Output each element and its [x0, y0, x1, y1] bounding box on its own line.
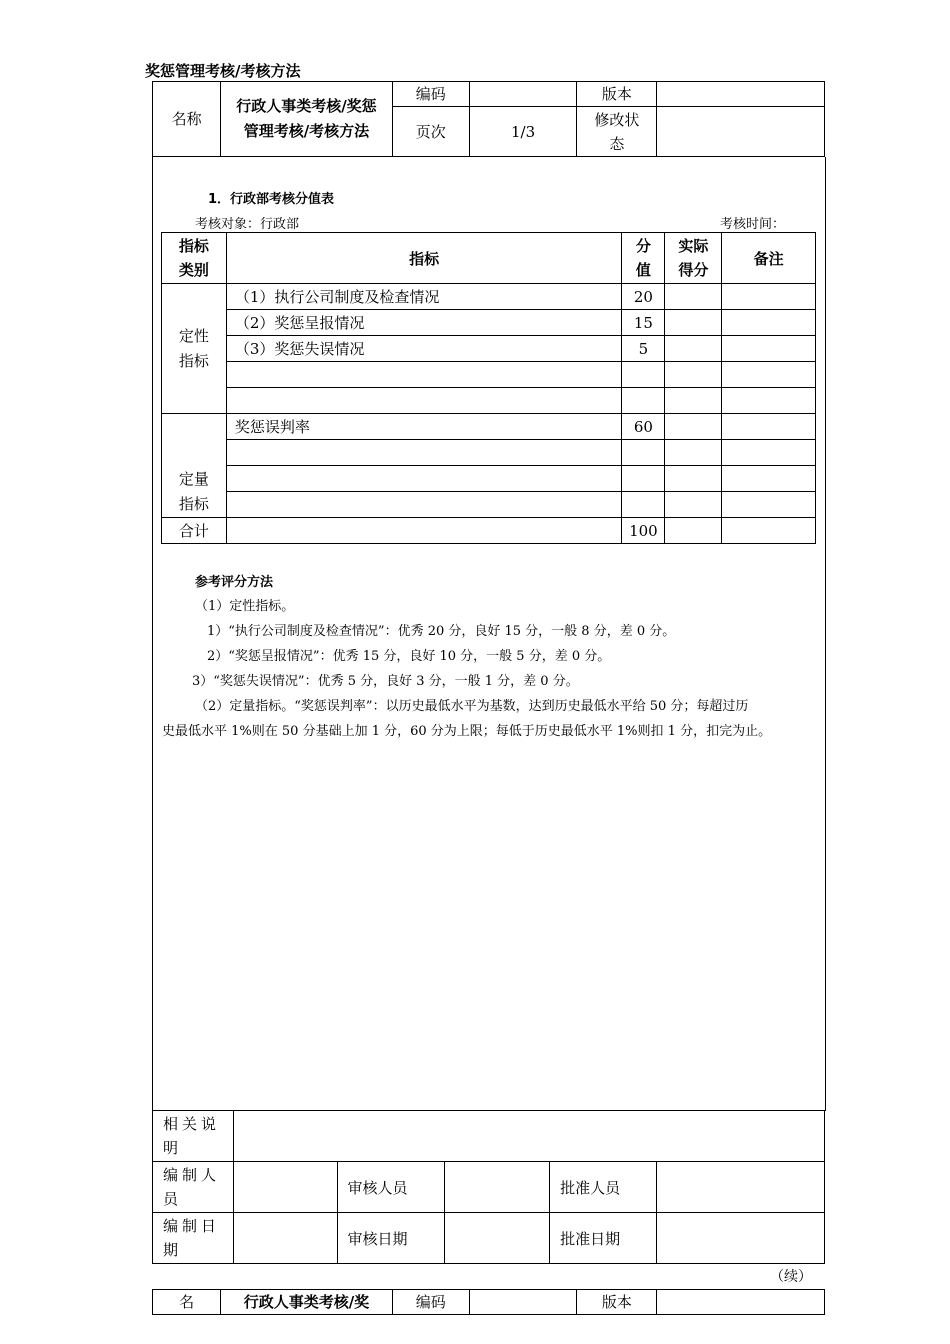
total-label: 合计 [162, 518, 227, 544]
table-row-score [622, 492, 665, 518]
header-remarks: 备注 [722, 233, 816, 284]
prep-date-label: 编制日期 [153, 1213, 234, 1264]
table-row-remarks [722, 414, 816, 440]
approve-date-value [657, 1213, 825, 1264]
reviewer-label: 审核人员 [337, 1162, 444, 1213]
version-label: 版本 [577, 82, 657, 107]
method-line: 史最低水平 1%则在 50 分基础上加 1 分，60 分为上限；每低于历史最低水平 1%则扣 1 分，扣完为止。 [162, 724, 772, 739]
table-row-actual [665, 414, 722, 440]
header-score: 分值 [622, 233, 665, 284]
code-value [469, 82, 576, 107]
table-row-indicator [226, 492, 622, 518]
total-value: 100 [622, 518, 665, 544]
table-row-indicator [226, 466, 622, 492]
table-row-actual [665, 362, 722, 388]
table-row-remarks [722, 466, 816, 492]
name-value: 行政人事类考核/奖 [221, 1290, 393, 1315]
assessment-target: 考核对象：行政部 [195, 217, 300, 232]
table-row-indicator: （3）奖惩失误情况 [226, 336, 622, 362]
name-label: 名称 [153, 82, 221, 157]
method-line: 3）“奖惩失误情况”：优秀 5 分，良好 3 分，一般 1 分，差 0 分。 [192, 674, 579, 689]
total-actual [665, 518, 722, 544]
table-row-indicator: 奖惩误判率 [226, 414, 622, 440]
revision-label: 修改状态 [577, 107, 657, 157]
header-table [152, 81, 825, 157]
table-row-indicator: （1）执行公司制度及检查情况 [226, 284, 622, 310]
table-row-remarks [722, 336, 816, 362]
version-label: 版本 [577, 1290, 657, 1315]
approve-date-label: 批准日期 [550, 1213, 657, 1264]
reviewer-value [444, 1162, 549, 1213]
table-row-actual [665, 336, 722, 362]
table-row-score [622, 466, 665, 492]
table-row-score: 60 [622, 414, 665, 440]
table-row-actual [665, 310, 722, 336]
name-value: 行政人事类考核/奖惩管理考核/考核方法 [221, 82, 393, 157]
table-row-remarks [722, 492, 816, 518]
review-date-label: 审核日期 [337, 1213, 444, 1264]
method-heading: 参考评分方法 [195, 575, 274, 590]
version-value [657, 82, 825, 107]
total-indicator [226, 518, 622, 544]
table-row-remarks [722, 362, 816, 388]
table-row-indicator [226, 440, 622, 466]
method-line: （2）定量指标。“奖惩误判率”：以历史最低水平为基数，达到历史最低水平给 50 分；每超过历 [195, 699, 749, 714]
preparer-value [234, 1162, 337, 1213]
score-table [161, 232, 816, 544]
table-row-actual [665, 466, 722, 492]
total-remarks [722, 518, 816, 544]
table-row-score [622, 440, 665, 466]
related-notes-value [234, 1111, 825, 1162]
header-indicator: 指标 [226, 233, 622, 284]
name-label: 名 [153, 1290, 221, 1315]
page-value: 1/3 [469, 107, 576, 157]
header-category: 指标类别 [162, 233, 227, 284]
section-heading: 1．行政部考核分值表 [208, 192, 335, 207]
document-title: 奖惩管理考核/考核方法 [145, 62, 301, 80]
table-row-score: 20 [622, 284, 665, 310]
revision-value [657, 107, 825, 157]
table-row-actual [665, 492, 722, 518]
version-value [657, 1290, 825, 1315]
page-label: 页次 [392, 107, 469, 157]
method-line: 2）“奖惩呈报情况”：优秀 15 分，良好 10 分，一般 5 分，差 0 分。 [207, 649, 611, 664]
preparer-label: 编制人员 [153, 1162, 234, 1213]
table-row-indicator [226, 362, 622, 388]
table-row-remarks [722, 440, 816, 466]
table-row-score: 15 [622, 310, 665, 336]
method-line: （1）定性指标。 [195, 599, 295, 614]
method-line: 1）“执行公司制度及检查情况”：优秀 20 分，良好 15 分，一般 8 分，差 0 分。 [207, 624, 676, 639]
header-actual-score: 实际得分 [665, 233, 722, 284]
table-row-remarks [722, 388, 816, 414]
table-row-score: 5 [622, 336, 665, 362]
code-label: 编码 [392, 82, 469, 107]
code-value [469, 1290, 576, 1315]
table-row-actual [665, 388, 722, 414]
prep-date-value [234, 1213, 337, 1264]
continued-label: （续） [770, 1269, 812, 1285]
assessment-time: 考核时间： [720, 217, 786, 232]
table-row-indicator: （2）奖惩呈报情况 [226, 310, 622, 336]
table-row-actual [665, 440, 722, 466]
table-row-remarks [722, 310, 816, 336]
approver-value [657, 1162, 825, 1213]
code-label: 编码 [392, 1290, 469, 1315]
quantitative-category: 定量指标 [162, 414, 227, 518]
review-date-value [444, 1213, 549, 1264]
table-row-score [622, 362, 665, 388]
qualitative-category: 定性指标 [162, 284, 227, 414]
header-table-continued [152, 1289, 825, 1315]
table-row-remarks [722, 284, 816, 310]
table-row-score [622, 388, 665, 414]
table-row-indicator [226, 388, 622, 414]
approver-label: 批准人员 [550, 1162, 657, 1213]
related-notes-label: 相关说明 [153, 1111, 234, 1162]
signature-table [152, 1110, 825, 1264]
table-row-actual [665, 284, 722, 310]
